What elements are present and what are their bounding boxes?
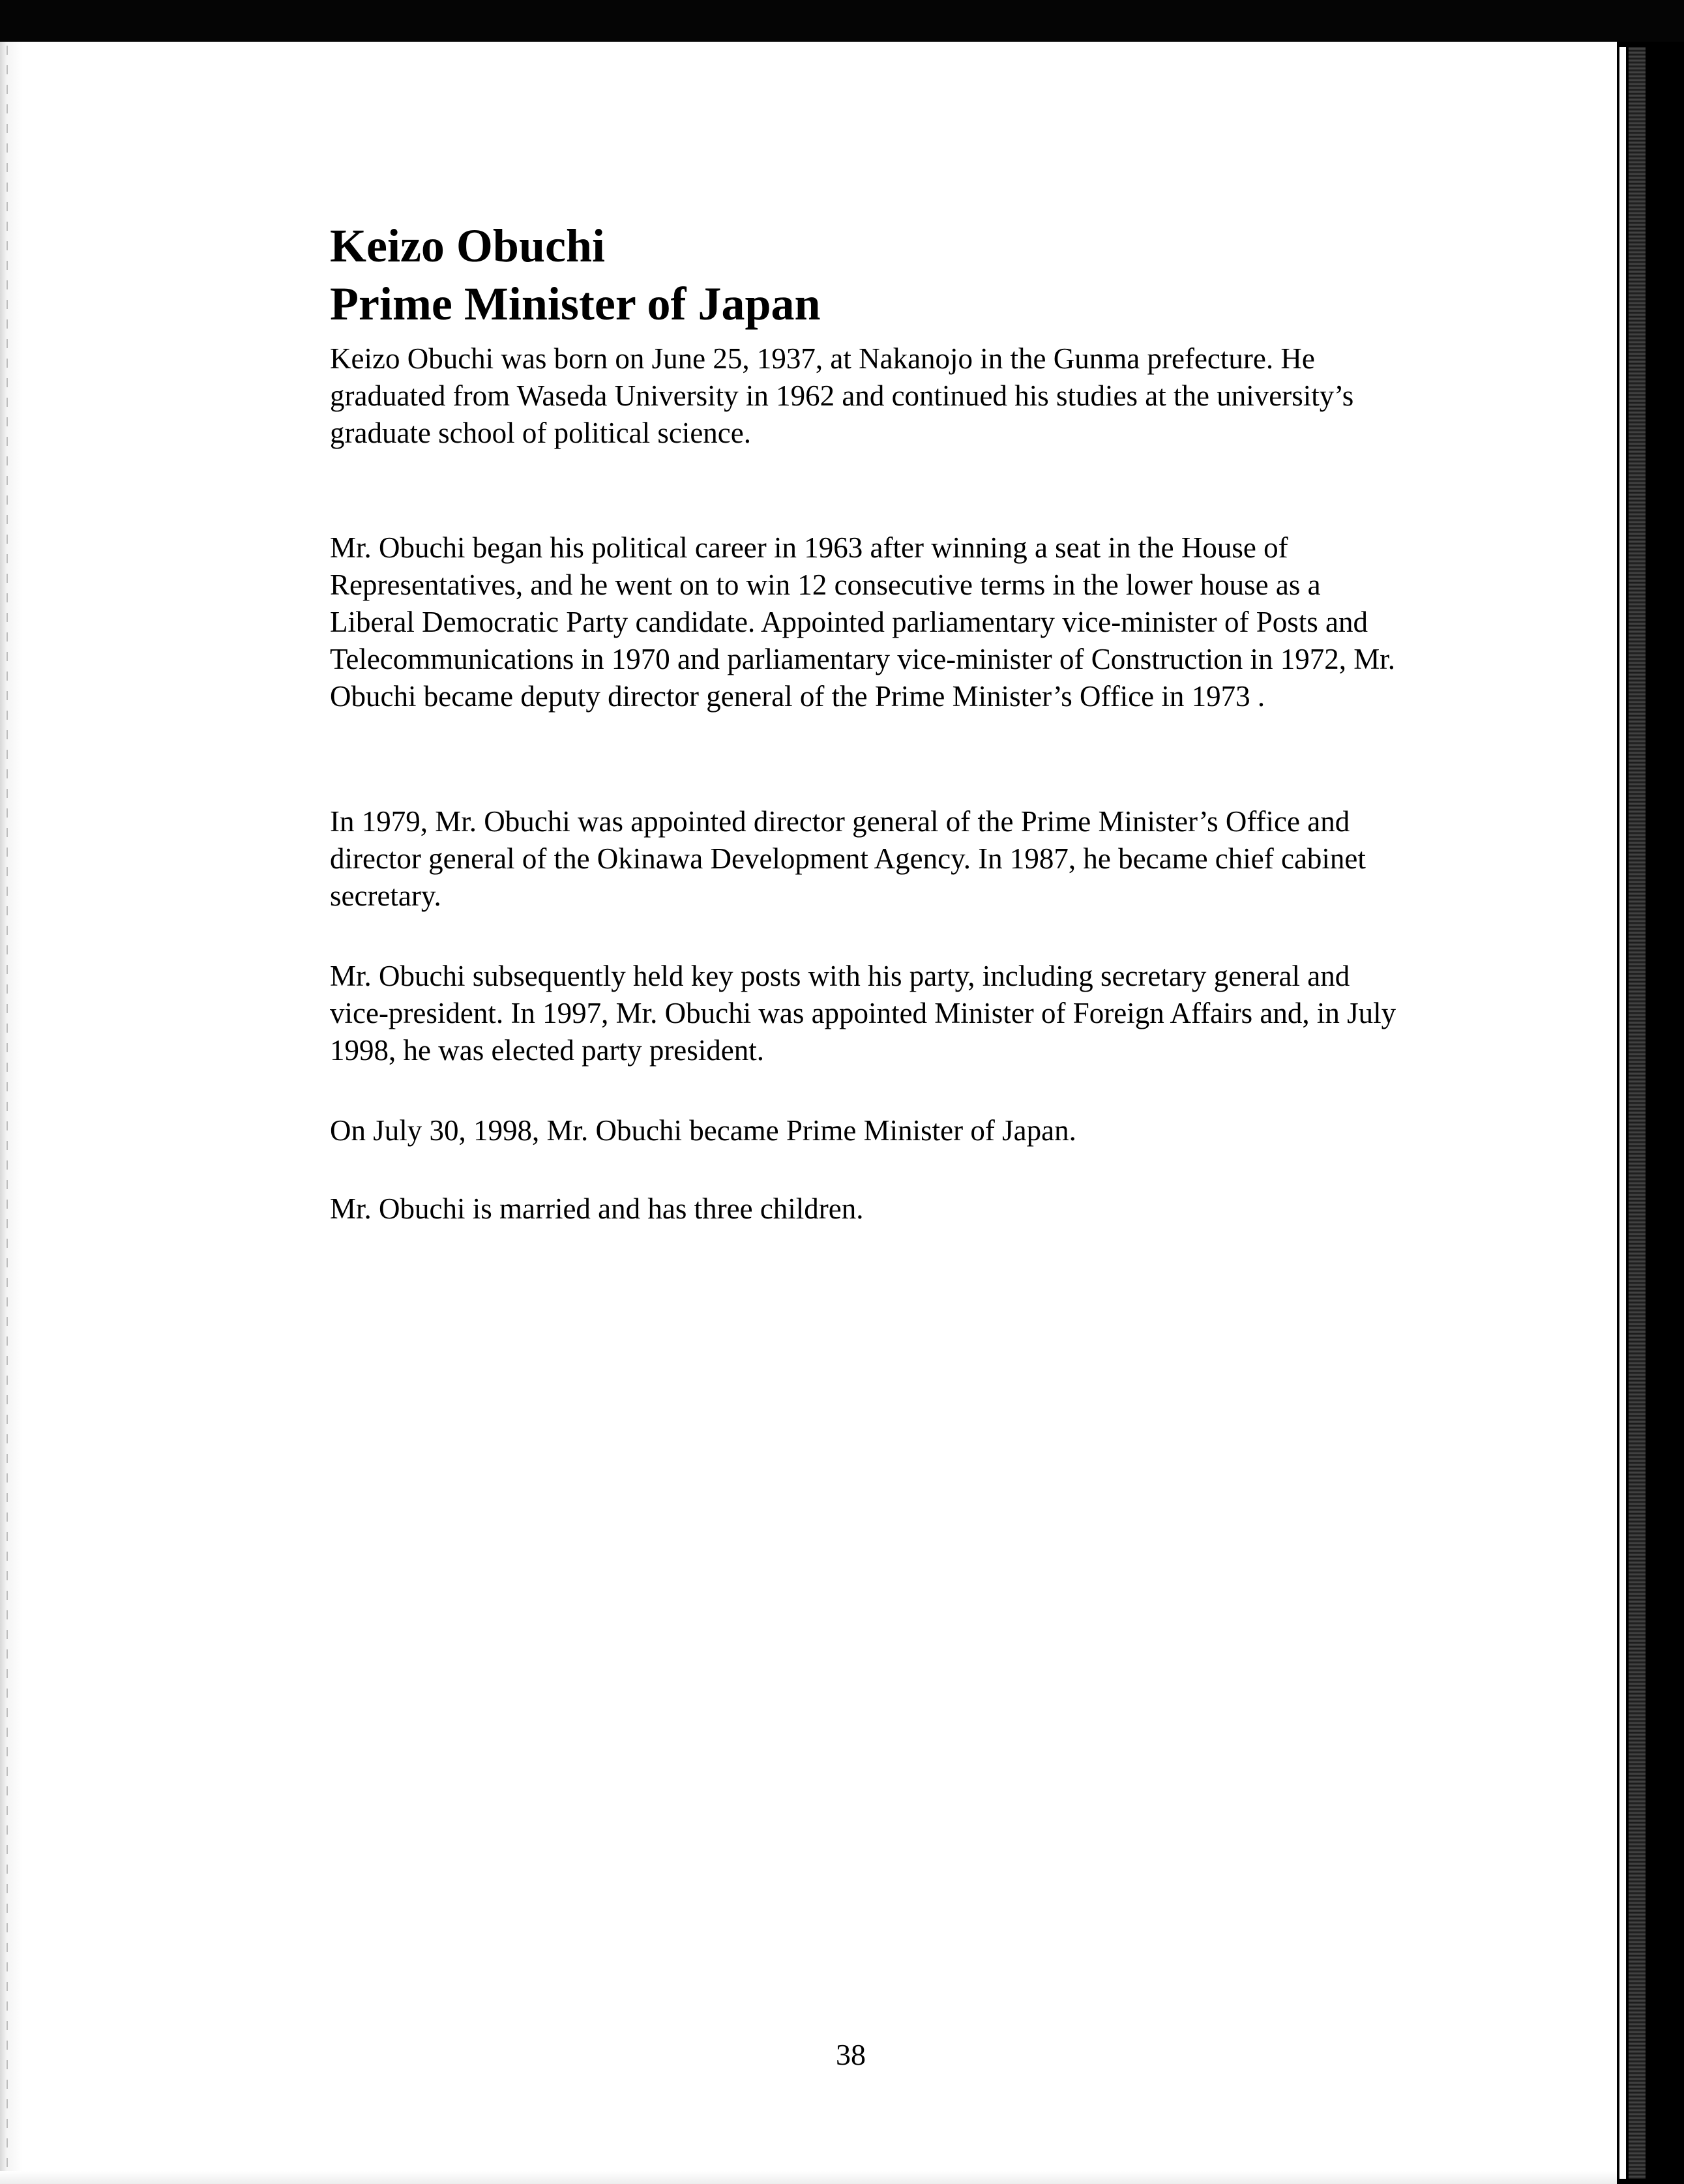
scan-right-border-strip [1629, 47, 1646, 2179]
page-number: 38 [836, 2038, 866, 2071]
scan-left-edge-marks [7, 46, 8, 2171]
scan-bottom-edge [0, 2171, 1617, 2184]
scan-top-border [0, 0, 1684, 42]
bio-paragraph-director-general: In 1979, Mr. Obuchi was appointed director general of the Prime Minister’s Office and director general of the Okinawa Development Agency. In 1987, he became chief cabinet secretary. [330, 805, 1366, 912]
scan-left-edge [0, 42, 22, 2184]
bio-paragraph-birth: Keizo Obuchi was born on June 25, 1937, at Nakanojo in the Gunma prefecture. He graduated from Waseda University in 1962 and continued his studies at the university’s graduate school of political science. [330, 342, 1354, 449]
person-name-heading: Keizo Obuchi [330, 220, 606, 272]
bio-paragraph-career: Mr. Obuchi began his political career in 1963 after winning a seat in the House of Representatives, and he went on to win 12 consecutive terms in the lower house as a Liberal Democratic Party candidate. Appointed parliamentary vice-minister of Posts and Telecommunications in 1970 and parliamentary vice-minister of Construction in 1972, Mr. Obuchi became deputy director general of the Prime Minister’s Office in 1973 . [330, 531, 1395, 713]
scan-right-border [1617, 42, 1684, 2184]
position-heading: Prime Minister of Japan [330, 278, 821, 330]
bio-paragraph-family: Mr. Obuchi is married and has three children. [330, 1192, 864, 1225]
scan-right-border-gap [1619, 47, 1626, 2179]
bio-paragraph-party-posts: Mr. Obuchi subsequently held key posts with his party, including secretary general and vice-president. In 1997, Mr. Obuchi was appointed Minister of Foreign Affairs and, in July 1998, he was elected party president. [330, 960, 1396, 1067]
bio-paragraph-prime-minister: On July 30, 1998, Mr. Obuchi became Prime Minister of Japan. [330, 1114, 1076, 1147]
